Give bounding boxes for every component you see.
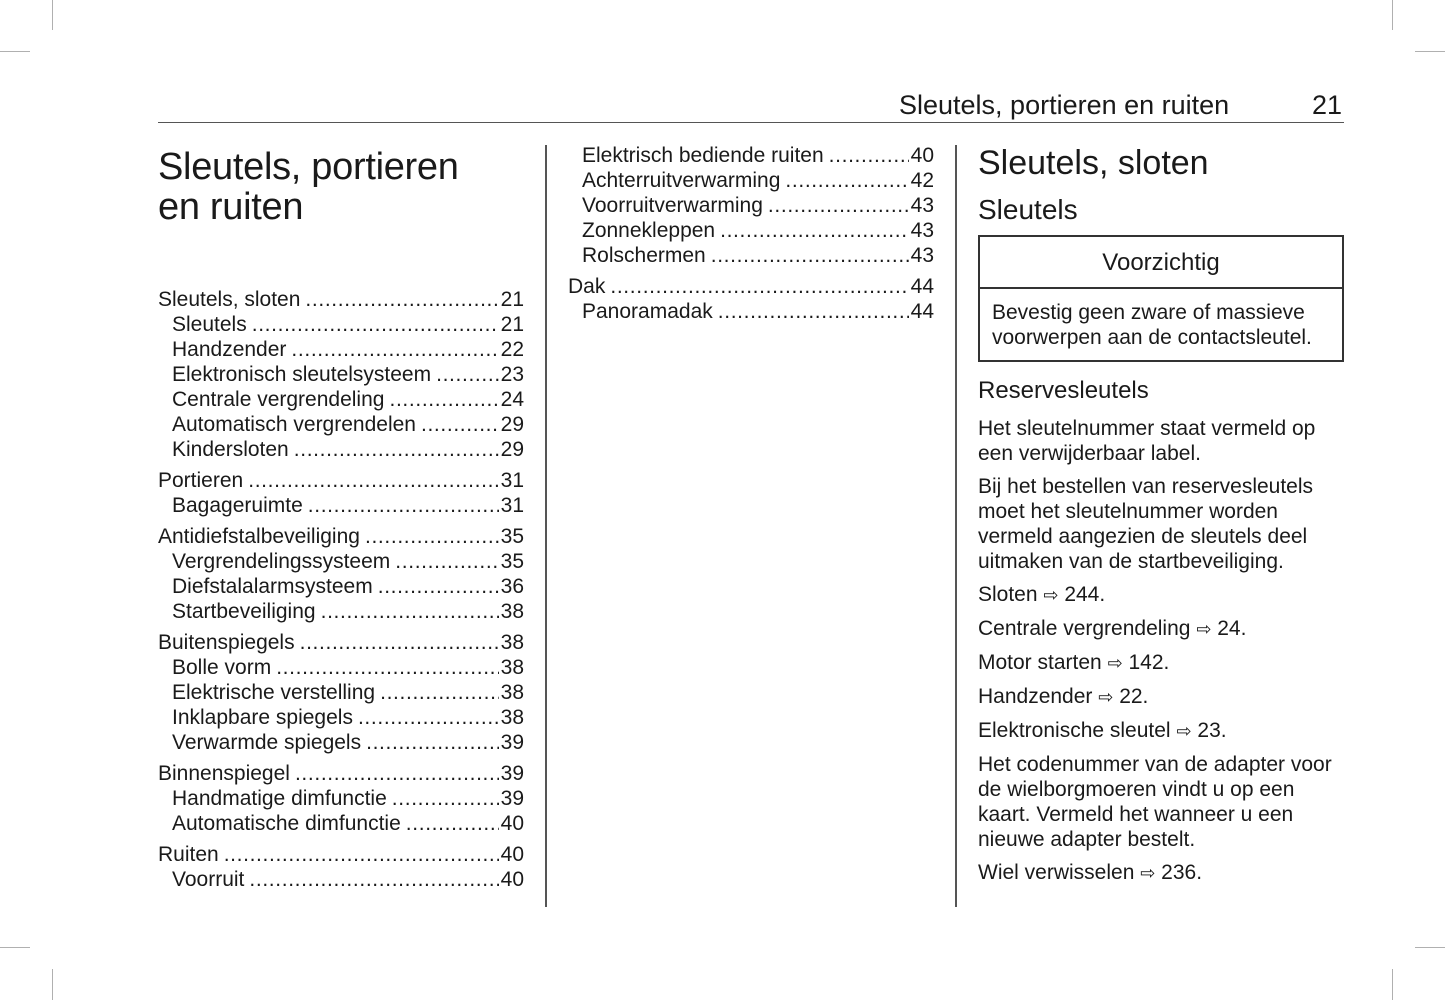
toc-page: 29 [500, 438, 524, 461]
toc-page: 38 [500, 656, 524, 679]
toc-label: Bagageruimte [172, 494, 303, 517]
toc-entry[interactable] [158, 655, 524, 680]
crossref-text: Handzender [978, 685, 1093, 708]
toc-page: 29 [500, 413, 524, 436]
toc-leader-dots [365, 524, 499, 549]
caution-body: Bevestig geen zware of massieve voorwerpen aan de contactsleutel. [992, 301, 1312, 349]
toc-leader-dots [248, 468, 498, 493]
toc-entry[interactable] [158, 730, 524, 755]
toc-leader-dots [610, 274, 908, 299]
toc-entry[interactable] [158, 287, 524, 312]
toc-entry[interactable] [158, 524, 524, 549]
crossref[interactable] [978, 650, 1344, 676]
paragraph-adapter: Het codenummer van de adapter voor de wielborgmoeren vindt u op een kaart. Vermeld het wanneer u een nieuwe adapter bestelt. [978, 753, 1332, 851]
toc-label: Binnenspiegel [158, 762, 290, 785]
toc-entry[interactable] [158, 337, 524, 362]
toc-label: Handzender [172, 338, 287, 361]
toc-page: 31 [500, 494, 524, 517]
header-title: Sleutels, portieren en ruiten [899, 90, 1230, 120]
toc-entry[interactable] [158, 811, 524, 836]
crossref-page[interactable]: 236. [1161, 861, 1203, 884]
toc-label: Startbeveiliging [172, 600, 316, 623]
toc-page: 38 [500, 706, 524, 729]
toc-entry[interactable] [568, 299, 934, 324]
toc-label: Handmatige dimfunctie [172, 787, 387, 810]
toc-leader-dots [392, 786, 499, 811]
toc-label: Voorruitverwarming [582, 194, 763, 217]
toc-page: 43 [910, 244, 934, 267]
toc-label: Automatisch vergrendelen [172, 413, 416, 436]
toc-page: 39 [500, 787, 524, 810]
toc-entry[interactable] [158, 705, 524, 730]
toc-entry[interactable] [158, 842, 524, 867]
crossref[interactable] [978, 860, 1344, 886]
toc-label: Antidiefstalbeveiliging [158, 525, 360, 548]
toc-page: 40 [910, 144, 934, 167]
toc-leader-dots [366, 730, 499, 755]
crossref[interactable] [978, 684, 1344, 710]
crossref[interactable] [978, 718, 1344, 744]
toc-entry[interactable] [158, 468, 524, 493]
toc-page: 21 [500, 288, 524, 311]
toc-page: 40 [500, 868, 524, 891]
toc-leader-dots [395, 549, 498, 574]
crossref-page[interactable]: 23. [1197, 719, 1227, 742]
toc-page: 22 [500, 338, 524, 361]
toc-leader-dots [718, 299, 909, 324]
toc-entry[interactable] [568, 168, 934, 193]
toc-leader-dots [389, 387, 498, 412]
running-header [158, 88, 1344, 123]
toc-label: Kindersloten [172, 438, 289, 461]
arrow-icon: ⇨ [1176, 721, 1192, 741]
crop-mark [0, 51, 30, 52]
toc-entry[interactable] [158, 387, 524, 412]
arrow-icon: ⇨ [1107, 653, 1123, 673]
toc-label: Vergrendelingssysteem [172, 550, 391, 573]
toc-leader-dots [249, 867, 498, 892]
toc-label: Rolschermen [582, 244, 706, 267]
toc-page: 36 [500, 575, 524, 598]
toc-entry[interactable] [568, 218, 934, 243]
toc-page: 31 [500, 469, 524, 492]
toc-label: Sleutels [172, 313, 247, 336]
arrow-icon: ⇨ [1098, 687, 1114, 707]
toc-page: 38 [500, 600, 524, 623]
toc-leader-dots [720, 218, 909, 243]
crossref-page[interactable]: 22. [1119, 685, 1149, 708]
toc-label: Elektronisch sleutelsysteem [172, 363, 432, 386]
crossref-text: Motor starten [978, 651, 1102, 674]
toc-page: 40 [500, 812, 524, 835]
crossref-page[interactable]: 24. [1217, 617, 1247, 640]
toc-entry[interactable] [158, 437, 524, 462]
toc-leader-dots [321, 599, 499, 624]
toc-entry[interactable] [158, 412, 524, 437]
column-divider [545, 145, 547, 907]
toc-entry[interactable] [568, 243, 934, 268]
subsection-title: Sleutels [978, 194, 1078, 225]
crop-mark [0, 947, 30, 948]
toc-page: 39 [500, 731, 524, 754]
crop-mark [1415, 51, 1445, 52]
table-of-contents [158, 287, 524, 892]
toc-leader-dots [378, 574, 499, 599]
toc-entry[interactable] [568, 193, 934, 218]
toc-page: 40 [500, 843, 524, 866]
toc-label: Zonnekleppen [582, 219, 716, 242]
toc-leader-dots [295, 761, 499, 786]
toc-label: Automatische dimfunctie [172, 812, 401, 835]
toc-page: 35 [500, 550, 524, 573]
arrow-icon: ⇨ [1196, 619, 1212, 639]
toc-label: Elektrisch bediende ruiten [582, 144, 824, 167]
toc-leader-dots [276, 655, 498, 680]
toc-leader-dots [308, 493, 499, 518]
toc-leader-dots [380, 680, 499, 705]
crossref[interactable] [978, 616, 1344, 642]
arrow-icon: ⇨ [1140, 863, 1156, 883]
toc-entry[interactable] [158, 493, 524, 518]
column-left [158, 143, 524, 892]
toc-label: Verwarmde spiegels [172, 731, 362, 754]
paragraph: Bij het bestellen van reservesleutels moet het sleutelnummer worden vermeld aangezien de sleutels deel uitmaken van de startbeveiliging. [978, 475, 1314, 573]
toc-leader-dots [785, 168, 908, 193]
toc-label: Voorruit [172, 868, 245, 891]
crossref-page[interactable]: 142. [1128, 651, 1170, 674]
toc-page: 35 [500, 525, 524, 548]
toc-label: Portieren [158, 469, 244, 492]
toc-label: Diefstalalarmsysteem [172, 575, 373, 598]
toc-page: 44 [910, 275, 934, 298]
toc-page: 21 [500, 313, 524, 336]
toc-leader-dots [291, 337, 498, 362]
toc-page: 24 [500, 388, 524, 411]
toc-page: 43 [910, 194, 934, 217]
toc-leader-dots [294, 437, 499, 462]
toc-entry[interactable] [158, 312, 524, 337]
arrow-icon: ⇨ [1043, 585, 1059, 605]
toc-leader-dots [421, 412, 499, 437]
toc-page: 39 [500, 762, 524, 785]
toc-entry[interactable] [568, 274, 934, 299]
toc-leader-dots [300, 630, 499, 655]
toc-leader-dots [406, 811, 499, 836]
toc-label: Dak [568, 275, 606, 298]
toc-leader-dots [305, 287, 498, 312]
toc-label: Panoramadak [582, 300, 713, 323]
toc-entry[interactable] [158, 867, 524, 892]
column-middle [568, 143, 934, 324]
crossref-page[interactable]: 244. [1064, 583, 1106, 606]
crop-mark [1392, 969, 1393, 1000]
crop-mark [52, 0, 53, 30]
crossref-text: Centrale vergrendeling [978, 617, 1191, 640]
toc-page: 43 [910, 219, 934, 242]
toc-entry[interactable] [158, 549, 524, 574]
caution-box [978, 235, 1344, 362]
crossref-text: Wiel verwisselen [978, 861, 1135, 884]
toc-entry[interactable] [158, 630, 524, 655]
toc-leader-dots [768, 193, 909, 218]
toc-page: 42 [910, 169, 934, 192]
toc-entry[interactable] [158, 599, 524, 624]
crop-mark [1415, 947, 1445, 948]
toc-label: Centrale vergrendeling [172, 388, 385, 411]
toc-leader-dots [829, 143, 909, 168]
toc-label: Ruiten [158, 843, 219, 866]
section-title: Sleutels, sloten [978, 144, 1209, 182]
toc-leader-dots [252, 312, 499, 337]
toc-entry[interactable] [158, 574, 524, 599]
crop-mark [1392, 0, 1393, 30]
column-divider [955, 145, 957, 907]
paragraph: Het sleutelnummer staat vermeld op een verwijderbaar label. [978, 417, 1316, 465]
crossref[interactable] [978, 582, 1344, 608]
toc-label: Sleutels, sloten [158, 288, 301, 311]
toc-label: Inklapbare spiegels [172, 706, 353, 729]
table-of-contents-continued [568, 143, 934, 324]
toc-page: 38 [500, 631, 524, 654]
toc-label: Buitenspiegels [158, 631, 295, 654]
crop-mark [52, 969, 53, 1000]
page-number: 21 [1311, 90, 1342, 120]
toc-entry[interactable] [158, 680, 524, 705]
toc-leader-dots [436, 362, 499, 387]
toc-page: 44 [910, 300, 934, 323]
toc-leader-dots [358, 705, 499, 730]
toc-entry[interactable] [568, 143, 934, 168]
chapter-title: Sleutels, portieren en ruiten [158, 146, 459, 228]
toc-label: Bolle vorm [172, 656, 272, 679]
toc-page: 38 [500, 681, 524, 704]
toc-page: 23 [500, 363, 524, 386]
crossref-text: Elektronische sleutel [978, 719, 1171, 742]
subsection-title-reservesleutels: Reservesleutels [978, 377, 1149, 404]
toc-entry[interactable] [158, 362, 524, 387]
crossref-text: Sloten [978, 583, 1038, 606]
toc-leader-dots [711, 243, 909, 268]
toc-label: Elektrische verstelling [172, 681, 376, 704]
column-right [978, 143, 1344, 894]
toc-leader-dots [224, 842, 499, 867]
toc-entry[interactable] [158, 761, 524, 786]
toc-entry[interactable] [158, 786, 524, 811]
toc-label: Achterruitverwarming [582, 169, 781, 192]
caution-title: Voorzichtig [980, 237, 1342, 289]
